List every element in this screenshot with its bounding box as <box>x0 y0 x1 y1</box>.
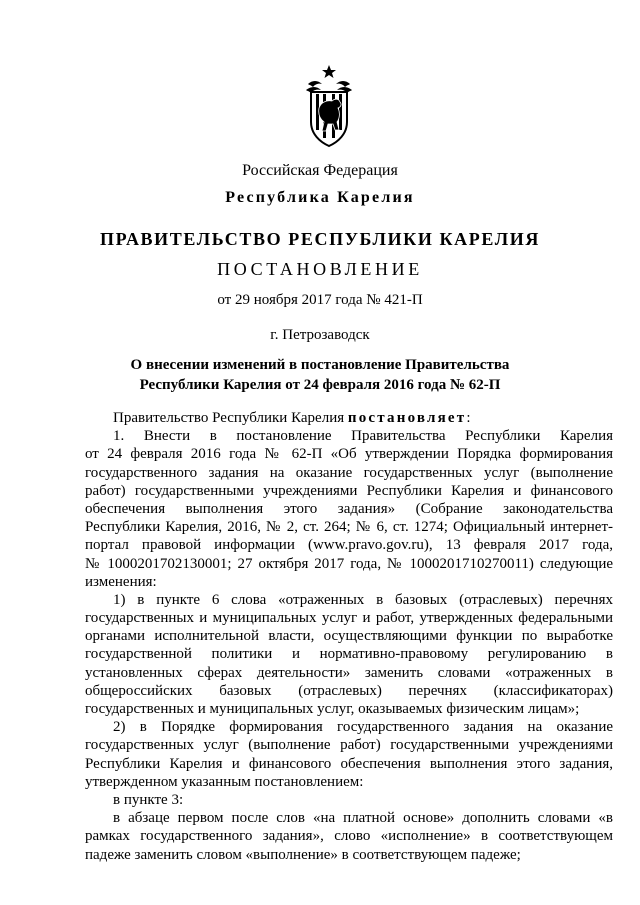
preamble-verb: постановляет <box>347 410 467 426</box>
document-type: ПОСТАНОВЛЕНИЕ <box>217 259 423 279</box>
body-line: государственных услуг (выполнение работ) государственными учреждениями <box>85 737 613 754</box>
subject-line: О внесении изменений в постановление Правительства <box>130 357 510 373</box>
body-line: от 24 февраля 2016 года № 62-П «Об утверждении Порядка формирования <box>85 446 613 463</box>
body-line: № 1000201702130001; 27 октября 2017 года, № 1000201710270011) следующие <box>85 555 613 572</box>
body-line: органами исполнительной власти, осуществляющими функции по выработке <box>85 628 613 645</box>
body-line: работ) государственными учреждениями Республики Карелия и финансового <box>85 482 613 499</box>
body-line: общероссийских базовых (отраслевых) перечнях (классификаторах) <box>85 682 613 699</box>
preamble <box>85 409 613 427</box>
body-line: 1. Внести в постановление Правительства Республики Карелия <box>113 428 613 445</box>
document-city: г. Петрозаводск <box>270 327 370 343</box>
body-line: рамках государственного задания», слово «исполнение» в соответствующем <box>85 828 613 845</box>
body-line: изменения: <box>85 573 157 590</box>
body-line: государственного задания на оказание государственных услуг (выполнение <box>85 464 613 481</box>
body-line: утвержденном указанным постановлением: <box>85 773 364 790</box>
body-line: падеже заменить словом «выполнение» в соответствующем падеже; <box>85 846 521 863</box>
body-line: государственной политики и нормативно-правовому регулированию в <box>85 646 613 663</box>
subject-line: Республики Карелия от 24 февраля 2016 года № 62-П <box>139 377 501 393</box>
body-line: государственных и муниципальных услуг и работ, утвержденных федеральными <box>85 610 613 627</box>
karelia-coat-of-arms-icon <box>302 64 356 148</box>
preamble-colon: : <box>466 410 471 426</box>
preamble-text: Правительство Республики Карелия <box>113 410 348 426</box>
body-line: обеспечения выполнения этого задания» (Собрание законодательства <box>85 500 613 517</box>
body-line: Республики Карелия, 2016, № 2, ст. 264; № 6, ст. 1274; Официальный интернет- <box>85 519 613 536</box>
body-line: в абзаце первом после слов «на платной основе» дополнить словами «в <box>113 810 613 827</box>
country-name: Российская Федерация <box>242 162 398 179</box>
document-body <box>85 409 613 864</box>
body-line: 1) в пункте 6 слова «отраженных в базовых (отраслевых) перечнях <box>113 591 613 608</box>
document-subject <box>0 355 640 395</box>
body-line: портал правовой информации (www.pravo.gov.ru), 13 февраля 2017 года, <box>85 537 613 554</box>
body-line: установленных сферах деятельности» заменить словами «отраженных в <box>85 664 613 681</box>
body-line: Республики Карелия и финансового обеспечения выполнения этого задания, <box>85 755 613 772</box>
republic-name: Республика Карелия <box>225 189 415 206</box>
body-line: в пункте 3: <box>113 791 184 808</box>
body-line: государственных и муниципальных услуг, оказываемых физическим лицам»; <box>85 701 580 717</box>
body-line: 2) в Порядке формирования государственного задания на оказание <box>113 719 613 736</box>
government-title: ПРАВИТЕЛЬСТВО РЕСПУБЛИКИ КАРЕЛИЯ <box>100 229 540 249</box>
document-date-number: от 29 ноября 2017 года № 421-П <box>217 292 423 308</box>
